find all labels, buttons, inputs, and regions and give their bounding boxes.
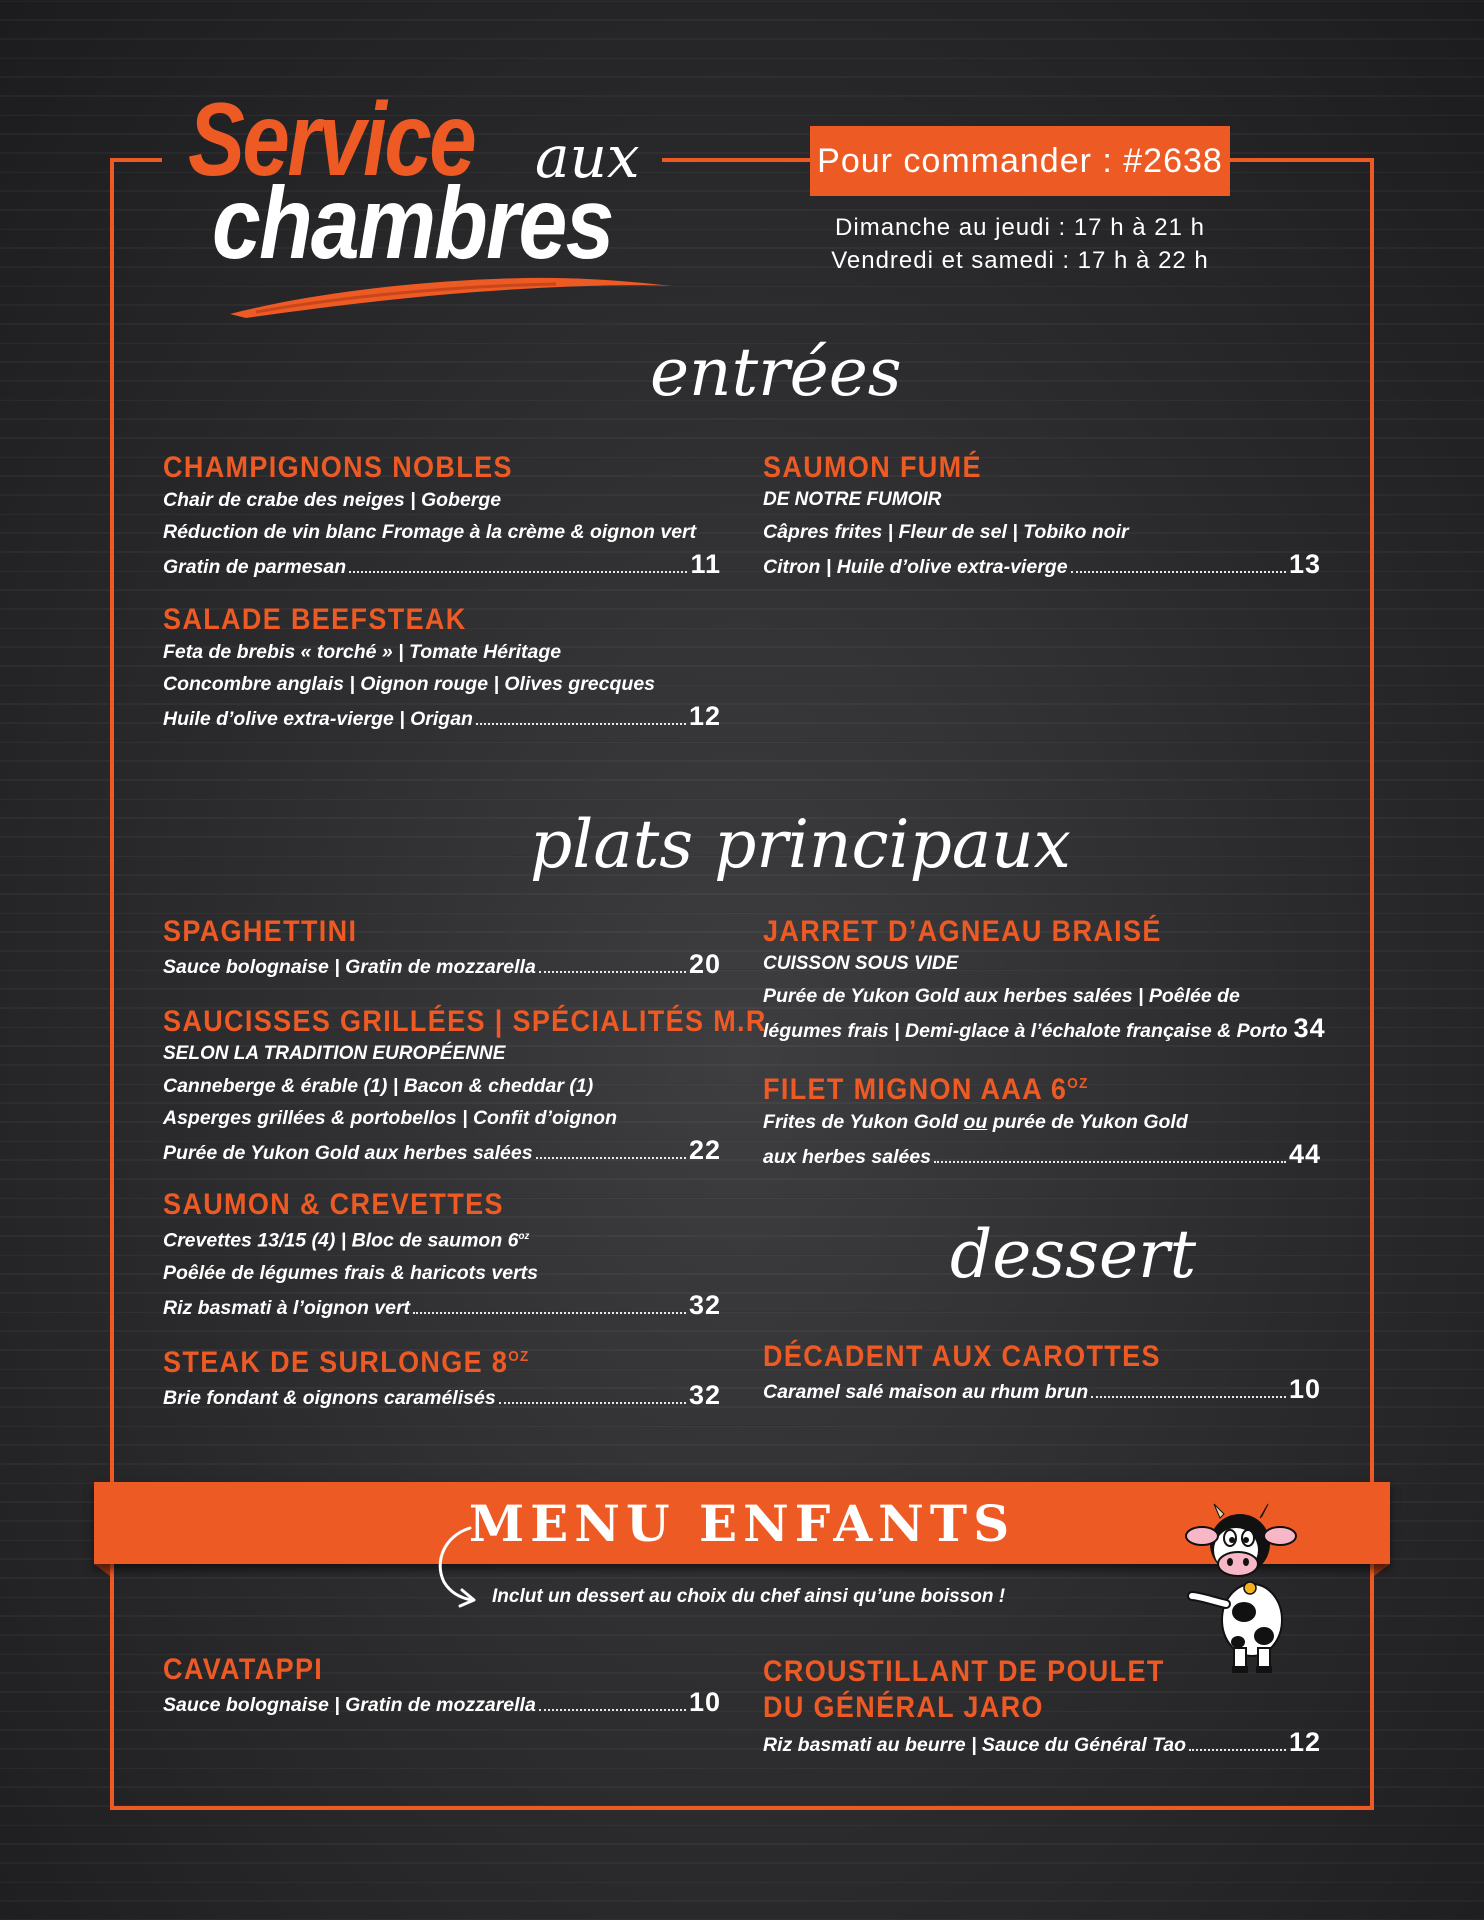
dot-leader bbox=[476, 723, 686, 725]
menu-item-filet bbox=[763, 1068, 1321, 1173]
item-name: SAUCISSES GRILLÉES | SPÉCIALITÉS M.R bbox=[163, 1005, 767, 1038]
menu-item-decadent bbox=[763, 1341, 1321, 1408]
item-price-line bbox=[763, 1726, 1321, 1761]
item-subtitle: CUISSON SOUS VIDE bbox=[763, 953, 959, 974]
section-title-plats: plats principaux bbox=[530, 806, 1071, 883]
frame-top-left bbox=[110, 158, 162, 162]
item-description: Gratin de parmesan bbox=[163, 556, 347, 578]
item-description: Citron | Huile d’olive extra-vierge bbox=[763, 556, 1068, 578]
item-description: Câpres frites | Fleur de sel | Tobiko noir bbox=[763, 521, 1129, 543]
item-description-text: Frites de Yukon Gold bbox=[763, 1111, 964, 1133]
item-description: Feta de brebis « torché » | Tomate Héritage bbox=[163, 641, 562, 663]
item-name: SAUMON & CREVETTES bbox=[163, 1188, 504, 1221]
hours-weekend: Vendredi et samedi : 17 h à 22 h bbox=[831, 247, 1209, 274]
ounce-superscript: OZ bbox=[1067, 1075, 1089, 1092]
item-price-line bbox=[763, 548, 1321, 583]
item-price-line bbox=[763, 1373, 1321, 1408]
item-price-line bbox=[163, 1686, 721, 1721]
title-chambres: chambres bbox=[212, 166, 613, 280]
section-title-entrees: entrées bbox=[650, 334, 902, 411]
item-description: Asperges grillées & portobellos | Confit d’oignon bbox=[163, 1107, 617, 1129]
item-price: 20 bbox=[688, 949, 721, 979]
banner-fold-right bbox=[1374, 1564, 1390, 1576]
section-title-dessert: dessert bbox=[950, 1216, 1197, 1293]
item-name: SPAGHETTINI bbox=[163, 915, 358, 948]
item-description: Poêlée de légumes frais & haricots verts bbox=[163, 1261, 538, 1284]
item-name: DU GÉNÉRAL JARO bbox=[763, 1691, 1044, 1724]
item-price-line bbox=[763, 1138, 1321, 1173]
item-description: Sauce bolognaise | Gratin de mozzarella bbox=[163, 1694, 536, 1716]
menu-item-saumon-fume bbox=[763, 452, 1321, 583]
kids-menu-note: Inclut un dessert au choix du chef ainsi qu’une boisson ! bbox=[492, 1586, 1006, 1607]
dot-leader bbox=[536, 1157, 686, 1159]
item-subtitle: SELON LA TRADITION EUROPÉENNE bbox=[163, 1043, 506, 1064]
dot-leader bbox=[1071, 571, 1286, 573]
item-name: CHAMPIGNONS NOBLES bbox=[163, 451, 513, 484]
item-description: aux herbes salées bbox=[763, 1146, 932, 1168]
dot-leader bbox=[1091, 1396, 1286, 1398]
item-price: 34 bbox=[1293, 1013, 1326, 1043]
frame-bottom bbox=[110, 1806, 1374, 1810]
title-service: Service bbox=[188, 82, 475, 198]
menu-item-saumon-crevettes bbox=[163, 1189, 721, 1324]
ounce-superscript: OZ bbox=[508, 1348, 530, 1365]
item-price-line bbox=[163, 548, 721, 583]
dot-leader bbox=[413, 1312, 686, 1314]
dot-leader bbox=[349, 571, 687, 573]
item-name: DÉCADENT AUX CAROTTES bbox=[763, 1340, 1161, 1373]
item-name: JARRET D’AGNEAU BRAISÉ bbox=[763, 915, 1162, 948]
kids-menu-title: MENU ENFANTS bbox=[468, 1493, 1016, 1553]
menu-item-saucisses bbox=[163, 1005, 767, 1169]
item-name: SALADE BEEFSTEAK bbox=[163, 603, 467, 636]
item-description bbox=[763, 1106, 1321, 1138]
item-description: Riz basmati au beurre | Sauce du Général Tao bbox=[763, 1734, 1187, 1756]
item-price: 13 bbox=[1288, 549, 1321, 579]
item-price-line bbox=[163, 1379, 721, 1414]
item-price: 22 bbox=[688, 1135, 721, 1165]
curved-arrow-icon bbox=[430, 1522, 490, 1610]
frame-top-middle bbox=[662, 158, 812, 162]
dot-leader bbox=[539, 971, 686, 973]
item-name: CROUSTILLANT DE POULET bbox=[763, 1655, 1165, 1688]
item-price: 11 bbox=[690, 549, 721, 579]
item-price-line bbox=[163, 1134, 721, 1169]
item-price-line bbox=[163, 700, 721, 735]
frame-top-right bbox=[1228, 158, 1374, 162]
cow-mascot-icon bbox=[1172, 1496, 1322, 1676]
dot-leader bbox=[539, 1709, 686, 1711]
item-description: Chair de crabe des neiges | Goberge bbox=[163, 489, 502, 511]
menu-item-salade bbox=[163, 604, 721, 735]
item-price: 32 bbox=[688, 1289, 721, 1320]
title-aux: aux bbox=[535, 123, 640, 191]
item-description: légumes frais | Demi-glace à l’échalote française & Porto bbox=[763, 1020, 1288, 1042]
menu-item-cavatappi bbox=[163, 1654, 721, 1721]
item-subtitle: DE NOTRE FUMOIR bbox=[763, 489, 942, 510]
item-description-text: Crevettes 13/15 (4) | Bloc de saumon 6 bbox=[163, 1229, 519, 1252]
item-description: Caramel salé maison au rhum brun bbox=[763, 1381, 1089, 1403]
item-price-line bbox=[763, 1012, 1326, 1047]
menu-item-jarret bbox=[763, 915, 1326, 1047]
brush-stroke-underline bbox=[226, 262, 676, 322]
item-description: Canneberge & érable (1) | Bacon & cheddar (1) bbox=[163, 1075, 594, 1097]
banner-fold-left bbox=[94, 1564, 110, 1576]
item-price: 12 bbox=[688, 701, 721, 731]
item-description: Brie fondant & oignons caramélisés bbox=[163, 1387, 496, 1409]
item-price-line bbox=[163, 1289, 721, 1324]
item-price: 44 bbox=[1288, 1139, 1321, 1169]
menu-item-steak bbox=[163, 1341, 721, 1414]
item-name: CAVATAPPI bbox=[163, 1653, 324, 1686]
item-description bbox=[163, 1221, 721, 1257]
item-description: Huile d’olive extra-vierge | Origan bbox=[163, 708, 473, 730]
item-description: Purée de Yukon Gold aux herbes salées | Poêlée de bbox=[763, 985, 1240, 1007]
menu-item-poulet-jaro bbox=[763, 1654, 1321, 1761]
item-name-text: STEAK DE SURLONGE 8 bbox=[163, 1346, 509, 1379]
dot-leader bbox=[934, 1161, 1286, 1163]
dot-leader bbox=[1189, 1749, 1286, 1751]
ounce-superscript: oz bbox=[518, 1231, 530, 1242]
menu-item-champignons bbox=[163, 452, 721, 583]
item-price: 12 bbox=[1288, 1727, 1321, 1757]
item-name bbox=[163, 1341, 665, 1379]
item-description: Sauce bolognaise | Gratin de mozzarella bbox=[163, 956, 536, 978]
item-price: 32 bbox=[688, 1380, 721, 1410]
hours-weekday: Dimanche au jeudi : 17 h à 21 h bbox=[835, 214, 1205, 241]
item-description: Réduction de vin blanc Fromage à la crème & oignon vert bbox=[163, 521, 697, 543]
item-price-line bbox=[163, 948, 721, 983]
item-price: 10 bbox=[1288, 1374, 1321, 1404]
item-name bbox=[763, 1068, 1265, 1106]
item-description: Riz basmati à l’oignon vert bbox=[163, 1296, 411, 1319]
order-phone-box: Pour commander : #2638 bbox=[810, 126, 1230, 196]
item-name-text: FILET MIGNON AAA 6 bbox=[763, 1073, 1068, 1106]
item-description-or: ou bbox=[963, 1111, 988, 1133]
item-name: SAUMON FUMÉ bbox=[763, 451, 982, 484]
menu-item-spaghettini bbox=[163, 916, 721, 983]
item-description-text: purée de Yukon Gold bbox=[987, 1111, 1188, 1133]
item-description: Concombre anglais | Oignon rouge | Olives grecques bbox=[163, 673, 656, 695]
dot-leader bbox=[499, 1402, 686, 1404]
item-description: Purée de Yukon Gold aux herbes salées bbox=[163, 1142, 533, 1164]
item-price: 10 bbox=[688, 1687, 721, 1717]
